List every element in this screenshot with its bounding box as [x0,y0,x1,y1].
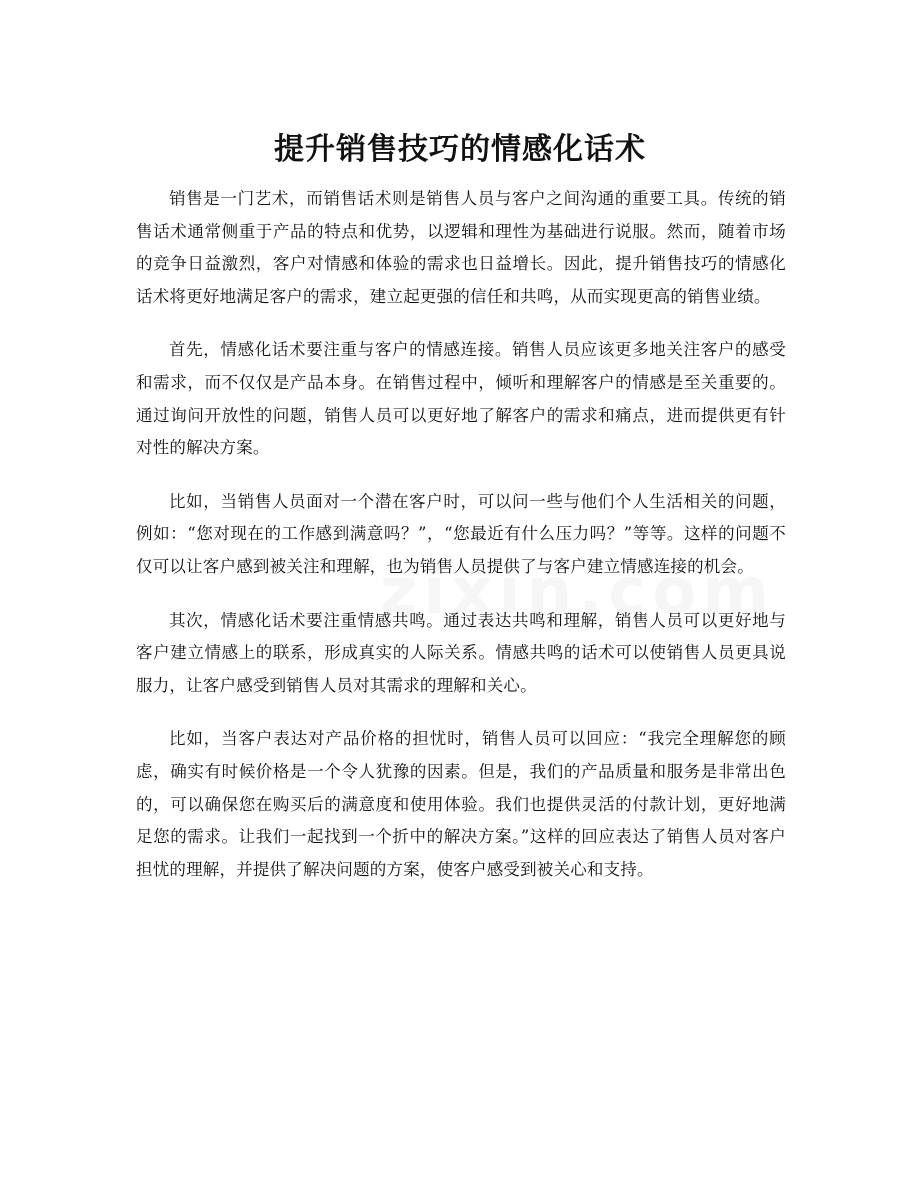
paragraph-4: 其次，情感化话术要注重情感共鸣。通过表达共鸣和理解，销售人员可以更好地与客户建立情感上的联系，形成真实的人际关系。情感共鸣的话术可以使销售人员更具说服力，让客户感受到销售人员对其需求的理解和关心。 [136,610,786,695]
paragraph-1: 销售是一门艺术，而销售话术则是销售人员与客户之间沟通的重要工具。传统的销售话术通常侧重于产品的特点和优势，以逻辑和理性为基础进行说服。然而，随着市场的竞争日益激烈，客户对情感和体验的需求也日益增长。因此，提升销售技巧的情感化话术将更好地满足客户的需求，建立起更强的信任和共鸣，从而实现更高的销售业绩。 [136,189,786,306]
document-body [136,183,786,907]
document-title: 提升销售技巧的情感化话术 [274,132,646,168]
paragraph-2: 首先，情感化话术要注重与客户的情感连接。销售人员应该更多地关注客户的感受和需求，而不仅仅是产品本身。在销售过程中，倾听和理解客户的情感是至关重要的。通过询问开放性的问题，销售人员可以更好地了解客户的需求和痛点，进而提供更有针对性的解决方案。 [136,340,786,458]
paragraph-3: 比如，当销售人员面对一个潜在客户时，可以问一些与他们个人生活相关的问题，例如：“您对现在的工作感到满意吗？”，“您最近有什么压力吗？”等等。这样的问题不仅可以让客户感到被关注和理解，也为销售人员提供了与客户建立情感连接的机会。 [136,491,786,576]
paragraph-5: 比如，当客户表达对产品价格的担忧时，销售人员可以回应：“我完全理解您的顾虑，确实有时候价格是一个令人犹豫的因素。但是，我们的产品质量和服务是非常出色的，可以确保您在购买后的满意度和使用体验。我们也提供灵活的付款计划，更好地满足您的需求。让我们一起找到一个折中的解决方案。”这样的回应表达了销售人员对客户担忧的理解，并提供了解决问题的方案，使客户感受到被关心和支持。 [136,729,786,879]
